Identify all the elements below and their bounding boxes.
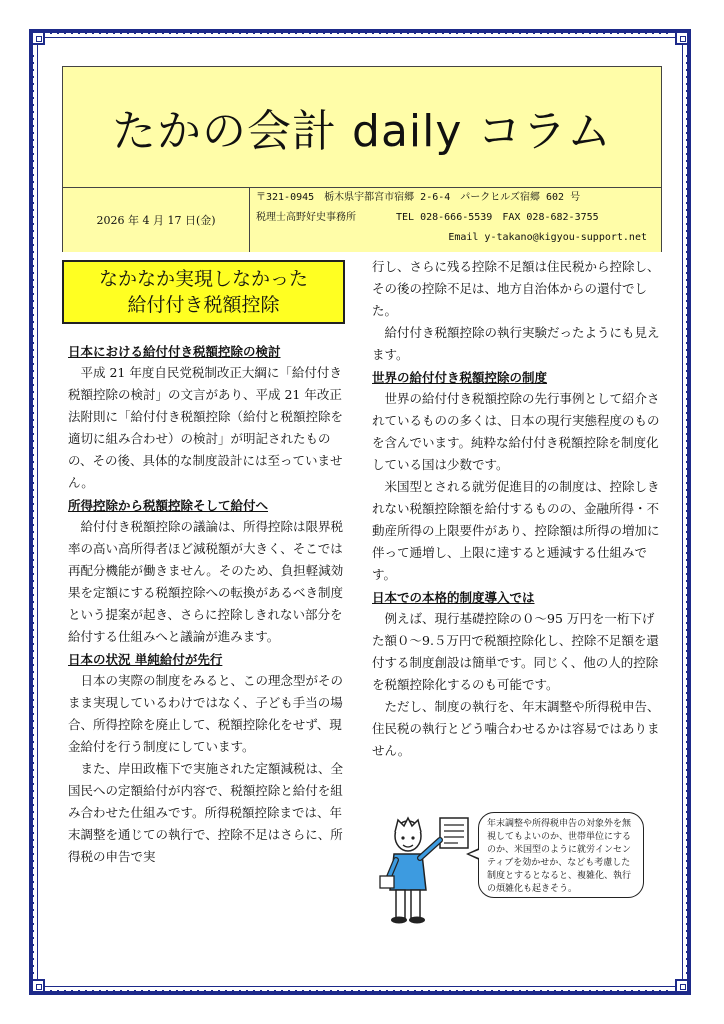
section-heading: 世界の給付付き税額控除の制度 — [372, 370, 548, 385]
paragraph: 給付付き税額控除の議論は、所得控除は限界税率の高い高所得者ほど減税額が大きく、そこでは再配分機能が働きません。そのため、負担軽減効果を定額にする税額控除への転換があるべき制度という提案が起き、さらに控除しきれない部分を給付する仕組みへと議論が進みます。 — [68, 519, 344, 644]
frame-border-bottom — [50, 990, 670, 993]
frame-corner-top-left — [31, 31, 45, 45]
section-heading: 日本の状況 単純給付が先行 — [68, 652, 223, 667]
issue-date: 2026 年 4 月 17 日(金) — [63, 188, 250, 252]
section-heading: 所得控除から税額控除そして給付へ — [68, 498, 269, 513]
speech-bubble — [478, 812, 644, 898]
frame-border-top — [50, 31, 670, 34]
frame-corner-top-right — [675, 31, 689, 45]
office-address: 〒321-0945 栃木県宇都宮市宿郷 2-6-4 パークヒルズ宿郷 602 号 — [256, 192, 581, 203]
article-column-right — [372, 256, 660, 762]
office-name-phone-fax: 税理士高野好史事務所 TEL 028-666-5539 FAX 028-682-3755 — [256, 212, 599, 223]
paragraph: 平成 21 年度自民党税制改正大綱に「給付付き税額控除の検討」の文言があり、平成 21 年改正法附則に「給付付き税額控除（給付と税額控除を適切に組み合わせ）の検討」が明記されたものの、その後、具体的な制度設計には至っていません。 — [68, 365, 344, 490]
frame-corner-bottom-left — [31, 979, 45, 993]
masthead — [62, 66, 662, 252]
paragraph: 米国型とされる就労促進目的の制度は、控除しきれない税額控除額を給付するものの、金融所得・不動産所得の上限要件があり、控除額は所得の増加に伴って逓増し、上限に達すると逓減する仕組みです。 — [372, 479, 660, 582]
frame-corner-bottom-right — [675, 979, 689, 993]
article-column-left — [68, 340, 353, 868]
paragraph: 給付付き税額控除の執行実験だったようにも見えます。 — [372, 325, 660, 362]
headline-line-2: 給付付き税額控除 — [127, 294, 280, 316]
frame-border-right — [686, 50, 689, 974]
masthead-title-box — [63, 67, 661, 188]
office-email: Email y-takano@kigyou-support.net — [448, 232, 647, 243]
section-heading: 日本における給付付き税額控除の検討 — [68, 344, 281, 359]
paragraph: 世界の給付付き税額控除の先行事例として紹介されているものの多くは、日本の現行実態程度のものを含んでいます。純粋な給付付き税額控除を制度化している国は少数です。 — [372, 391, 660, 472]
presenter-figure-icon — [378, 810, 474, 928]
page-title: たかの会計 daily コラム — [112, 106, 612, 157]
speech-bubble-text: 年末調整や所得税申告の対象外を無視してもよいのか、世帯単位にするのか、米国型のように就労インセンティブを効かせか、なども考慮した制度とするとなると、複雑化、執行の煩雑化も起きそう。 — [487, 819, 632, 894]
article-headline — [62, 260, 345, 324]
paragraph: 例えば、現行基礎控除の０～95 万円を一桁下げた額０～9.５万円で税額控除化し、控除不足額を還付する制度創設は簡単です。同じく、他の人的控除を税額控除化するのも可能です。 — [372, 611, 659, 692]
paragraph: また、岸田政権下で実施された定額減税は、全国民への定額給付が内容で、税額控除と給付を組み合わせた仕組みです。所得税額控除までは、年末調整を通じての執行で、控除不足はさらに、所得税の申告で実 — [68, 761, 344, 864]
paragraph: 日本の実際の制度をみると、この理念型がそのまま実現しているわけではなく、子ども手当の場合、所得控除を廃止して、税額控除化をせず、現金給付を行う制度にしています。 — [68, 673, 344, 754]
paragraph: 行し、さらに残る控除不足額は住民税から控除し、その後の控除不足は、地方自治体からの還付でした。 — [372, 259, 660, 318]
contact-info — [250, 188, 661, 252]
chart-board-icon — [440, 818, 468, 848]
headline-line-1: なかなか実現しなかった — [98, 268, 308, 290]
section-heading: 日本での本格的制度導入では — [372, 590, 535, 605]
paragraph: ただし、制度の執行を、年末調整や所得税申告、住民税の執行とどう噛合わせるかは容易ではありません。 — [372, 699, 660, 758]
frame-border-left — [31, 50, 34, 974]
speech-bubble-tail-fill — [469, 850, 479, 858]
